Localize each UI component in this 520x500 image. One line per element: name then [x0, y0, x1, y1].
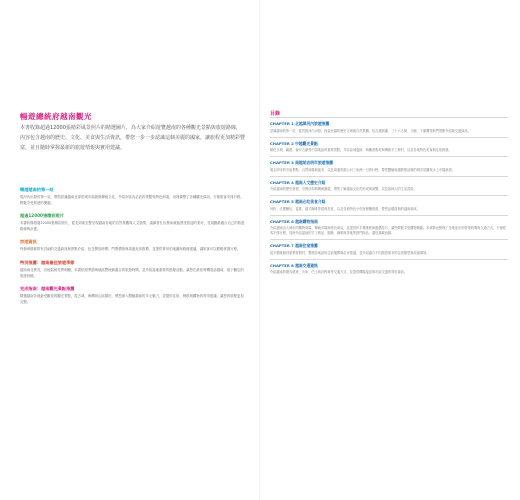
section-block	[20, 286, 245, 305]
toc-title: 目錄	[270, 111, 281, 117]
intro-body	[20, 123, 245, 153]
chapter-body: 介紹越南各大城市的購物商場、傳統市場與特色商店，並提供伴手禮推薦與殺價技巧，讓您輕鬆享受購物樂趣。本章節也整理了各地夜市的營業時間與交通方式，方便旅客安排行程，同時介紹當地的手工藝品、服飾、咖啡與茶葉等熱門商品，讓您滿載而歸。	[270, 226, 506, 235]
section-title: 旅遊資訊	[20, 239, 37, 245]
section-title: 特別推薦：越南最佳旅遊季節	[20, 259, 75, 265]
section-block	[20, 260, 245, 279]
chapter-heading: CHAPTER 8 越南交通資訊	[270, 262, 318, 268]
right-page	[260, 0, 520, 500]
section-title: 完成指南：越南觀光景點推薦	[20, 286, 75, 292]
chapter-heading: CHAPTER 3 南越胡志明市旅遊推薦	[270, 160, 334, 165]
section-body: 從河內出發的第一站，帶您認識越南北部的城市風貌與傳統文化，介紹市區內必訪的景點與特色街道。這裡彙整了各種觀光資訊，方便旅客安排行程，輕鬆享受旅遊的樂趣。	[20, 195, 244, 205]
toc-chapter	[270, 215, 508, 237]
chapter-body: 順化古城、峴港、會安古鎮等中部地區的重要景點，介紹皇城遺跡、海灘度假村與傳統手工藝村，以及各地特色美食與住宿推薦。	[270, 148, 452, 152]
toc-chapter	[270, 239, 508, 256]
toc-chapter	[270, 137, 508, 154]
chapter-body: 介紹越南的國內航班、火車、巴士與計程車等交通方式，並提供機場接送與市區交通的實用資訊。	[270, 270, 408, 274]
intro-title: 暢遊總統府越南觀光	[20, 112, 92, 121]
chapter-body: 胡志明市的市區景點、百貨商場與夜市，以及周邊的湄公河三角洲一日遊行程，帶您體驗南越熱情活潑的城市氛圍與水上市場風情。	[270, 167, 455, 172]
toc-chapter	[270, 259, 508, 276]
section-body: 每個章節都附有詳細的交通資訊與景點介紹，包含開放時間、門票價格與周邊美食推薦，並提供實用的地圖與路線建議，讓旅客可以輕鬆掌握行程。	[20, 247, 241, 252]
toc-chapter	[270, 156, 508, 173]
chapter-heading: CHAPTER 1 北越與河內旅遊推薦	[270, 121, 330, 126]
section-body: 越南南北狹長，各地氣候差異明顯，本書依照季節與地區整理最適合的旅遊時間，並介紹當地重要的節慶活動，讓您在最佳時機造訪越南，留下難忘的旅遊回憶。	[20, 267, 244, 278]
section-title: 暢遊越南的第一站	[20, 187, 54, 192]
section-block	[20, 213, 245, 232]
chapter-heading: CHAPTER 2 中越觀光景點	[270, 140, 318, 146]
chapter-heading: CHAPTER 4 越南人文歷史介紹	[270, 179, 326, 185]
section-block	[20, 187, 245, 206]
left-sections	[20, 187, 245, 312]
toc-chapter	[270, 195, 508, 212]
toc-chapter	[270, 176, 508, 193]
toc-chapter	[270, 117, 508, 134]
intro-paragraph: 本書收錄超過12000張精彩風景照片的精選圖片，為大家介紹遊覽越南的各種觀光景點與旅遊路線，內容包含越南的歷史、文化、美食與生活資訊，帶您一步一步認識這個美麗的國家，讓旅程更加精彩豐富，並且隨時掌握最新的旅遊情報與實用建議。	[20, 125, 246, 151]
chapter-body: 河粉、法國麵包、春捲、越式咖啡等經典美食，以及各地特色小吃與餐廳推薦，帶您品嚐道地的越南風味。	[270, 206, 420, 211]
section-title: 超過12000張精彩照片	[20, 213, 64, 219]
chapter-body: 從平價旅館到豪華度假村，整理各地區的住宿選擇與訂房建議，並介紹適合不同旅遊需求的住宿類型與周邊環境。	[270, 250, 430, 255]
section-block	[20, 239, 245, 253]
chapter-body: 介紹越南的歷史發展、宗教信仰與傳統節慶，帶您了解越南文化的形成與演變，以及當地人的生活習俗。	[270, 187, 417, 191]
table-of-contents	[270, 117, 508, 278]
chapter-heading: CHAPTER 7 越南住宿推薦	[270, 243, 318, 248]
chapter-heading: CHAPTER 5 越南必吃美食介紹	[270, 199, 326, 204]
chapter-body: 認識越南的第一站，從首都河內出發，探索北越的歷史古城與自然景觀，包含還劍湖、三十六古街、文廟、下龍灣等熱門景點介紹與交通資訊。	[270, 128, 471, 133]
section-body: 精選越南各地最受歡迎的觀光景點，從古城、海灣到山區梯田，帶您深入體驗越南的多元魅力，並提供住宿、餐飲與購物的實用建議，讓您的旅程更加完整。	[20, 294, 244, 304]
chapter-heading: CHAPTER 6 越南購物指南	[270, 218, 318, 224]
section-body: 本書收錄超過12000張精彩照片，從北到南完整呈現越南各地的自然景觀與人文風情，讓讀者在出發前就能感受旅途的美好，並規劃最適合自己的旅遊路線與計畫。	[20, 221, 245, 231]
